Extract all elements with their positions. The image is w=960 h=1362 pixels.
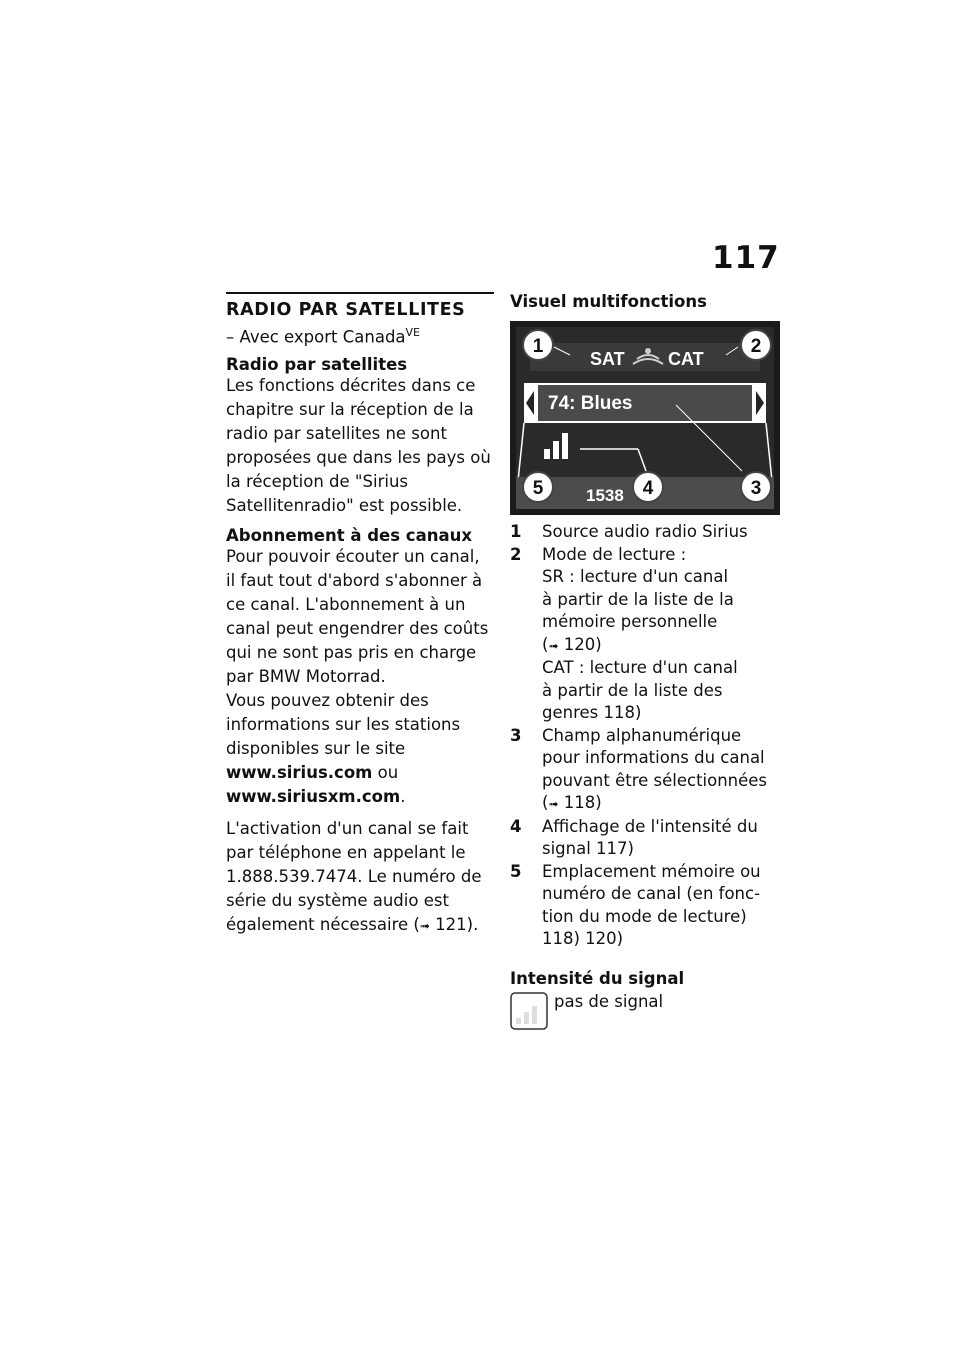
legend-line: Emplacement mémoire ou	[542, 861, 761, 881]
legend-line: SR : lecture d'un canal	[542, 567, 729, 586]
legend-line: à partir de la liste des	[542, 680, 723, 700]
legend-line: pour informations du canal	[542, 748, 765, 767]
link-siriusxm[interactable]: www.siriusxm.com	[226, 786, 401, 806]
legend-text	[542, 816, 782, 861]
legend-num: 3	[510, 725, 522, 745]
signal-row	[510, 992, 782, 1030]
display-illustration	[510, 321, 780, 515]
legend-line-ref: (➟ 120)	[542, 634, 602, 654]
legend-line: numéro de canal (en fonc-	[542, 884, 761, 903]
para-info	[226, 689, 494, 809]
legend-line: tion du mode de lecture)	[542, 906, 747, 926]
legend-line: à partir de la liste de la	[542, 589, 734, 609]
legend-item	[510, 861, 782, 951]
legend-num: 1	[510, 522, 522, 541]
activation-text: L'activation d'un canal se fait par téléphone en appelant le 1.888.539.7474. Le numéro de série du système audio est également nécessaire	[226, 818, 482, 934]
legend-list	[510, 521, 782, 951]
legend-line: Mode de lecture :	[542, 544, 687, 564]
legend-line: Source audio radio Sirius	[542, 522, 748, 541]
subtitle-text: Avec export Canada	[239, 327, 406, 347]
callout-2: 2	[750, 336, 762, 357]
legend-item	[510, 544, 782, 725]
arrow-ref-icon: ➟	[548, 638, 559, 653]
legend-text	[542, 861, 782, 951]
legend-num: 5	[510, 861, 522, 881]
legend-line: signal 117)	[542, 839, 634, 858]
legend-text	[542, 544, 782, 725]
callout-4: 4	[642, 478, 654, 499]
legend-item	[510, 521, 782, 544]
right-column	[510, 292, 782, 1030]
display-sat-text: SAT	[590, 349, 625, 369]
no-signal-text: pas de signal	[554, 991, 664, 1011]
legend-line: pouvant être sélectionnées	[542, 770, 768, 790]
legend-line: Champ alphanumérique	[542, 725, 742, 745]
legend-ref: 118)	[563, 793, 602, 812]
legend-line: 118) 120)	[542, 929, 624, 948]
display-number-text: 1538	[586, 486, 624, 505]
legend-num: 2	[510, 544, 522, 564]
legend-item	[510, 725, 782, 816]
para-radio: Les fonctions décrites dans ce chapitre sur la réception de la radio par satellites ne sont proposées que dans les pays où la réception de "Sirius Satellitenradio" est possible.	[226, 375, 491, 515]
activation-ref: 121).	[435, 914, 479, 934]
legend-ref: 120)	[563, 634, 602, 654]
para-activation: L'activation d'un canal se fait par téléphone en appelant le 1.888.539.7474. Le numéro de série du système audio est également nécessaire (➟ 121).	[226, 818, 482, 934]
legend-line: mémoire personnelle	[542, 612, 718, 631]
para-abonnement: Pour pouvoir écouter un canal, il faut tout d'abord s'abonner à ce canal. L'abonnement à un canal peut engendrer des coûts qui ne sont pas pris en charge par BMW Motorrad.	[226, 546, 489, 686]
arrow-ref-icon: ➟	[548, 797, 559, 811]
info-or: ou	[372, 762, 399, 782]
callout-1: 1	[532, 336, 544, 357]
info-text: Vous pouvez obtenir des informations sur les stations disponibles sur le site	[226, 690, 461, 758]
legend-item	[510, 816, 782, 861]
legend-text	[542, 521, 782, 544]
section-subtitle: – Avec export Canada$^{VE}$	[226, 326, 421, 347]
legend-text	[542, 725, 782, 816]
legend-num: 4	[510, 816, 522, 836]
subtitle-sup: VE	[405, 326, 421, 339]
callout-5: 5	[532, 478, 544, 499]
signal-heading: Intensité du signal	[510, 968, 685, 988]
legend-line: genres 118)	[542, 703, 642, 722]
display-cat-text: CAT	[668, 349, 704, 369]
link-sirius[interactable]: www.sirius.com	[226, 762, 373, 782]
section-title: RADIO PAR SATELLITES	[226, 300, 466, 320]
legend-line-ref: (➟ 118)	[542, 793, 602, 812]
heading-abonnement: Abonnement à des canaux	[226, 525, 472, 545]
multifunction-display-figure	[510, 321, 780, 515]
section-rule	[226, 292, 494, 294]
legend-line: CAT : lecture d'un canal	[542, 658, 738, 677]
arrow-ref-icon: ➟	[419, 918, 430, 933]
callout-3: 3	[750, 478, 762, 499]
legend-line: Affichage de l'intensité du	[542, 816, 758, 836]
heading-radio: Radio par satellites	[226, 354, 408, 374]
display-heading: Visuel multifonctions	[510, 292, 707, 311]
info-end: .	[400, 786, 406, 806]
page-number: 117	[712, 240, 780, 276]
display-channel-text: 74: Blues	[548, 393, 633, 414]
no-signal-icon	[510, 992, 548, 1030]
left-column	[226, 292, 494, 946]
